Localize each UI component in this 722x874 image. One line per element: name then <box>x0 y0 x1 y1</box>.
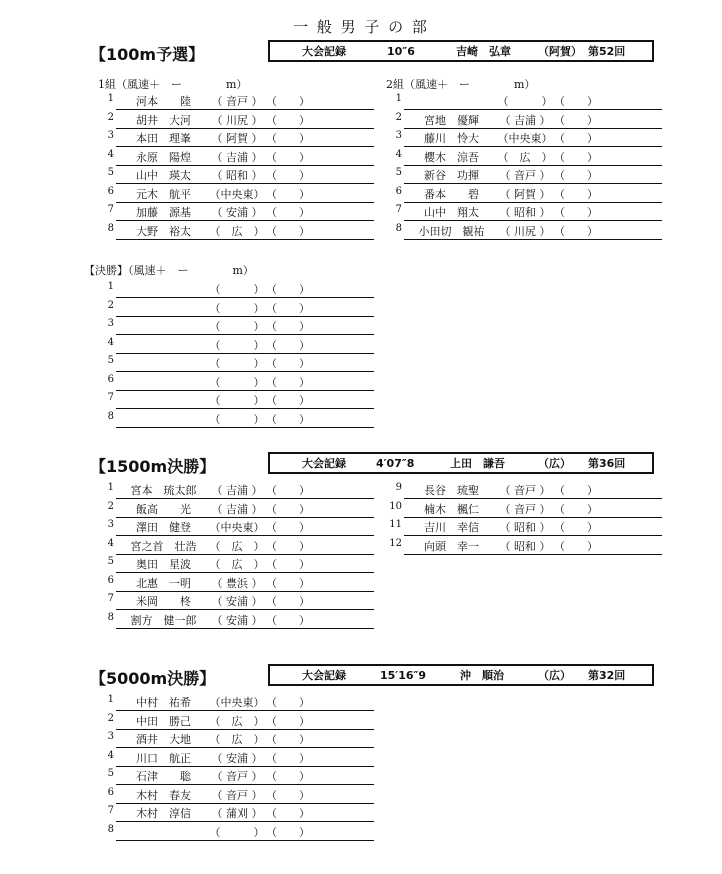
athlete-team: （ 昭和 ） <box>499 206 551 219</box>
athlete-team: （ 音戸 ） <box>211 770 263 783</box>
entry-row <box>384 111 662 129</box>
entry-row <box>96 804 374 822</box>
entry-row <box>96 373 374 391</box>
entry-row <box>96 693 374 711</box>
entry-row <box>384 203 662 221</box>
entry-number: 8 <box>395 222 402 234</box>
entry-number: 1 <box>395 93 402 104</box>
final-label: 【決勝】（風速＋ ー m） <box>84 264 254 277</box>
athlete-name: 飯高 光 <box>136 502 191 516</box>
record-blank: （ ） <box>266 539 310 553</box>
record-blank: （ ） <box>554 95 598 108</box>
entry-row <box>96 518 374 536</box>
record-blank: （ ） <box>266 770 310 783</box>
entry-row <box>96 148 374 166</box>
record-blank: （ ） <box>266 169 310 182</box>
athlete-team: （ 広 ） <box>209 224 265 238</box>
record-blank: （ ） <box>266 375 310 389</box>
entry-row <box>96 786 374 804</box>
athlete-name: 胡井 大河 <box>136 113 191 127</box>
record-blank: （ ） <box>554 187 598 201</box>
entry-number: 7 <box>107 204 114 215</box>
athlete-team: （ 音戸 ） <box>499 484 551 497</box>
record-blank: （ ） <box>554 484 598 497</box>
entry-number: 7 <box>107 593 114 604</box>
entry-row <box>384 166 662 184</box>
underline-divider <box>404 554 662 555</box>
athlete-name: 宮本 琉太郎 <box>130 484 197 497</box>
athlete-team: （ 音戸 ） <box>499 169 551 182</box>
athlete-team: （ ） <box>209 301 265 315</box>
underline-divider <box>116 628 374 629</box>
record-blank: （ ） <box>266 113 310 127</box>
athlete-name: 山中 瑛太 <box>136 169 191 182</box>
entry-number: 5 <box>107 768 114 779</box>
record-blank: （ ） <box>554 169 598 182</box>
record-blank: （ ） <box>266 187 310 201</box>
entry-row <box>384 518 662 536</box>
record-blank: （ ） <box>266 394 310 407</box>
record-box-1500m <box>268 452 654 474</box>
entry-number: 12 <box>389 537 402 549</box>
record-blank: （ ） <box>266 558 310 571</box>
entry-row <box>384 185 662 203</box>
record-team: （阿賀） <box>538 45 582 58</box>
entry-number: 6 <box>107 373 114 385</box>
record-label: 大会記録 <box>302 457 346 470</box>
record-holder: 上田 謙吾 <box>450 457 505 470</box>
entry-row <box>96 823 374 841</box>
athlete-team: （ ） <box>209 320 265 333</box>
record-blank: （ ） <box>554 132 598 145</box>
record-label: 大会記録 <box>302 45 346 58</box>
record-blank: （ ） <box>266 224 310 238</box>
entry-number: 7 <box>107 392 114 403</box>
athlete-name: 宮地 優輝 <box>424 113 479 127</box>
entry-row <box>96 500 374 518</box>
athlete-team: （ 吉浦 ） <box>211 502 263 516</box>
athlete-team: （ 音戸 ） <box>499 502 551 516</box>
entry-row <box>96 749 374 767</box>
athlete-name: 藤川 怜大 <box>424 132 479 145</box>
athlete-name: 向頭 幸一 <box>424 539 479 553</box>
athlete-name: 永原 陽煌 <box>136 150 191 164</box>
underline-divider <box>116 427 374 428</box>
section-heading-100m: 【100m予選】 <box>90 45 205 64</box>
athlete-team: （ 川尻 ） <box>211 113 263 127</box>
entry-row <box>96 410 374 428</box>
athlete-name: 北惠 一明 <box>136 576 191 590</box>
record-blank: （ ） <box>266 320 310 333</box>
record-blank: （ ） <box>554 224 598 238</box>
athlete-name: 山中 翔太 <box>424 206 479 219</box>
entry-row <box>384 129 662 147</box>
record-time: 10″6 <box>387 44 415 58</box>
heat1-label: 1組（風速＋ ー m） <box>98 78 248 91</box>
athlete-team: （ ） <box>209 825 265 839</box>
entry-row <box>96 574 374 592</box>
athlete-name: 吉川 幸信 <box>424 521 479 534</box>
athlete-name: 中村 祐希 <box>136 696 191 709</box>
entry-row <box>96 767 374 785</box>
entry-row <box>96 111 374 129</box>
record-blank: （ ） <box>266 206 310 219</box>
record-blank: （ ） <box>266 751 310 765</box>
record-blank: （ ） <box>554 206 598 219</box>
athlete-team: （ 音戸 ） <box>211 95 263 108</box>
athlete-name: 割方 健一郎 <box>130 613 197 627</box>
athlete-name: 米岡 柊 <box>136 595 191 608</box>
record-blank: （ ） <box>266 484 310 497</box>
entry-row <box>96 336 374 354</box>
entry-row <box>96 481 374 499</box>
entry-number: 4 <box>395 148 402 160</box>
athlete-name: 元木 航平 <box>136 187 191 201</box>
athlete-team: （ 広 ） <box>209 733 265 746</box>
record-blank: （ ） <box>266 733 310 746</box>
athlete-team: （ ） <box>209 357 265 370</box>
entry-number: 2 <box>395 111 402 123</box>
entry-number: 9 <box>395 482 402 493</box>
athlete-name: 大野 裕太 <box>136 224 191 238</box>
athlete-name: 番本 碧 <box>424 187 479 201</box>
record-blank: （ ） <box>266 714 310 728</box>
entry-number: 8 <box>107 823 114 835</box>
record-blank: （ ） <box>266 613 310 627</box>
athlete-team: （中央東） <box>209 187 265 201</box>
athlete-team: （ 安浦 ） <box>211 613 263 627</box>
entry-number: 5 <box>107 355 114 366</box>
entry-number: 6 <box>395 185 402 197</box>
athlete-team: （ 阿賀 ） <box>211 132 263 145</box>
athlete-team: （ 広 ） <box>209 539 265 553</box>
underline-divider <box>116 840 374 841</box>
athlete-name: 河本 陸 <box>136 95 191 108</box>
entry-number: 2 <box>107 500 114 512</box>
athlete-name: 楠木 楓仁 <box>424 502 479 516</box>
entry-number: 5 <box>107 167 114 178</box>
record-blank: （ ） <box>266 788 310 802</box>
entry-number: 1 <box>107 694 114 705</box>
entry-row <box>384 537 662 555</box>
entry-row <box>384 481 662 499</box>
record-label: 大会記録 <box>302 669 346 682</box>
athlete-team: （ ） <box>209 394 265 407</box>
entry-number: 4 <box>107 749 114 761</box>
athlete-team: （ 川尻 ） <box>499 224 551 238</box>
entry-number: 6 <box>107 574 114 586</box>
record-blank: （ ） <box>266 301 310 315</box>
record-edition: 第52回 <box>588 45 626 58</box>
entry-number: 3 <box>107 318 114 329</box>
athlete-team: （ 昭和 ） <box>499 539 551 553</box>
record-blank: （ ） <box>266 95 310 108</box>
entry-row <box>384 222 662 240</box>
athlete-team: （ 安浦 ） <box>211 595 263 608</box>
section-heading-1500m: 【1500m決勝】 <box>90 457 216 476</box>
entry-number: 3 <box>107 130 114 141</box>
entry-row <box>96 611 374 629</box>
athlete-team: （中央東） <box>209 521 265 534</box>
entry-row <box>96 203 374 221</box>
athlete-team: （ ） <box>497 95 553 108</box>
record-box-5000m <box>268 664 654 686</box>
athlete-name: 長谷 琉聖 <box>424 484 479 497</box>
entry-row <box>96 537 374 555</box>
record-blank: （ ） <box>266 502 310 516</box>
athlete-team: （ 昭和 ） <box>211 169 263 182</box>
record-blank: （ ） <box>554 502 598 516</box>
athlete-team: （ 音戸 ） <box>211 788 263 802</box>
athlete-team: （ 阿賀 ） <box>499 187 551 201</box>
entry-number: 8 <box>107 410 114 422</box>
section-heading-5000m: 【5000m決勝】 <box>90 669 216 688</box>
record-holder: 吉崎 弘章 <box>456 45 511 58</box>
entry-row <box>96 129 374 147</box>
entry-row <box>384 500 662 518</box>
record-blank: （ ） <box>266 338 310 352</box>
athlete-team: （ ） <box>209 412 265 426</box>
athlete-name: 石津 聡 <box>136 770 191 783</box>
record-edition: 第36回 <box>588 457 626 470</box>
athlete-name: 奥田 星波 <box>136 558 191 571</box>
athlete-team: （中央東） <box>209 696 265 709</box>
record-team: （広） <box>538 457 571 470</box>
entry-number: 8 <box>107 611 114 623</box>
record-blank: （ ） <box>554 521 598 534</box>
record-blank: （ ） <box>266 150 310 164</box>
heat2-label: 2組（風速＋ ー m） <box>386 78 536 91</box>
entry-row <box>384 148 662 166</box>
record-blank: （ ） <box>266 696 310 709</box>
record-blank: （ ） <box>266 132 310 145</box>
athlete-team: （ 豊浜 ） <box>211 576 263 590</box>
record-blank: （ ） <box>266 576 310 590</box>
athlete-name: 本田 理峯 <box>136 132 191 145</box>
entry-row <box>96 185 374 203</box>
entry-row <box>96 712 374 730</box>
record-blank: （ ） <box>266 412 310 426</box>
entry-number: 10 <box>389 500 402 512</box>
record-blank: （ ） <box>266 825 310 839</box>
entry-row <box>96 299 374 317</box>
entry-number: 1 <box>107 93 114 104</box>
entry-number: 4 <box>107 148 114 160</box>
athlete-team: （ 吉浦 ） <box>211 150 263 164</box>
record-blank: （ ） <box>266 595 310 608</box>
entry-row <box>96 222 374 240</box>
entry-row <box>96 730 374 748</box>
athlete-team: （ ） <box>209 338 265 352</box>
athlete-team: （ ） <box>209 375 265 389</box>
entry-number: 1 <box>107 281 114 292</box>
entry-number: 11 <box>389 519 402 530</box>
athlete-team: （ 蒲刈 ） <box>211 807 263 820</box>
athlete-team: （ ） <box>209 283 265 296</box>
entry-row <box>96 317 374 335</box>
entry-number: 2 <box>107 111 114 123</box>
entry-row <box>96 166 374 184</box>
entry-row <box>96 280 374 298</box>
entry-number: 3 <box>107 731 114 742</box>
athlete-team: （ 広 ） <box>497 150 553 164</box>
record-holder: 沖 順治 <box>460 669 504 682</box>
athlete-name: 新谷 功揮 <box>424 169 479 182</box>
record-edition: 第32回 <box>588 669 626 682</box>
entry-number: 3 <box>107 519 114 530</box>
record-blank: （ ） <box>554 539 598 553</box>
entry-number: 8 <box>107 222 114 234</box>
entry-row <box>384 92 662 110</box>
entry-number: 5 <box>395 167 402 178</box>
athlete-team: （ 吉浦 ） <box>211 484 263 497</box>
underline-divider <box>404 239 662 240</box>
entry-number: 4 <box>107 537 114 549</box>
athlete-name: 中田 勝己 <box>136 714 191 728</box>
underline-divider <box>116 239 374 240</box>
entry-number: 6 <box>107 786 114 798</box>
athlete-name: 小田切 観祐 <box>418 224 485 238</box>
entry-number: 4 <box>107 336 114 348</box>
athlete-name: 櫻木 涼吾 <box>424 150 479 164</box>
athlete-team: （ 広 ） <box>209 558 265 571</box>
record-blank: （ ） <box>266 283 310 296</box>
record-team: （広） <box>538 669 571 682</box>
record-blank: （ ） <box>266 357 310 370</box>
athlete-name: 加藤 源基 <box>136 206 191 219</box>
athlete-team: （中央東） <box>497 132 553 145</box>
entry-row <box>96 555 374 573</box>
record-blank: （ ） <box>554 113 598 127</box>
record-blank: （ ） <box>554 150 598 164</box>
athlete-team: （ 安浦 ） <box>211 751 263 765</box>
entry-row <box>96 391 374 409</box>
athlete-name: 木村 淳信 <box>136 807 191 820</box>
entry-number: 3 <box>395 130 402 141</box>
record-box-100m <box>268 40 654 62</box>
entry-row <box>96 592 374 610</box>
entry-number: 7 <box>107 805 114 816</box>
entry-number: 2 <box>107 712 114 724</box>
page-title: 一 般 男 子 の 部 <box>293 18 429 36</box>
entry-number: 6 <box>107 185 114 197</box>
entry-row <box>96 354 374 372</box>
athlete-name: 澤田 健登 <box>136 521 191 534</box>
record-time: 4′07″8 <box>376 456 415 470</box>
athlete-team: （ 安浦 ） <box>211 206 263 219</box>
record-blank: （ ） <box>266 521 310 534</box>
entry-number: 5 <box>107 556 114 567</box>
record-time: 15′16″9 <box>380 668 427 682</box>
athlete-name: 酒井 大地 <box>136 733 191 746</box>
athlete-team: （ 吉浦 ） <box>499 113 551 127</box>
athlete-team: （ 昭和 ） <box>499 521 551 534</box>
athlete-name: 川口 航正 <box>136 751 191 765</box>
athlete-name: 木村 春友 <box>136 788 191 802</box>
entry-row <box>96 92 374 110</box>
athlete-name: 宮之首 壮浩 <box>130 539 197 553</box>
athlete-team: （ 広 ） <box>209 714 265 728</box>
entry-number: 7 <box>395 204 402 215</box>
entry-number: 2 <box>107 299 114 311</box>
record-blank: （ ） <box>266 807 310 820</box>
entry-number: 1 <box>107 482 114 493</box>
